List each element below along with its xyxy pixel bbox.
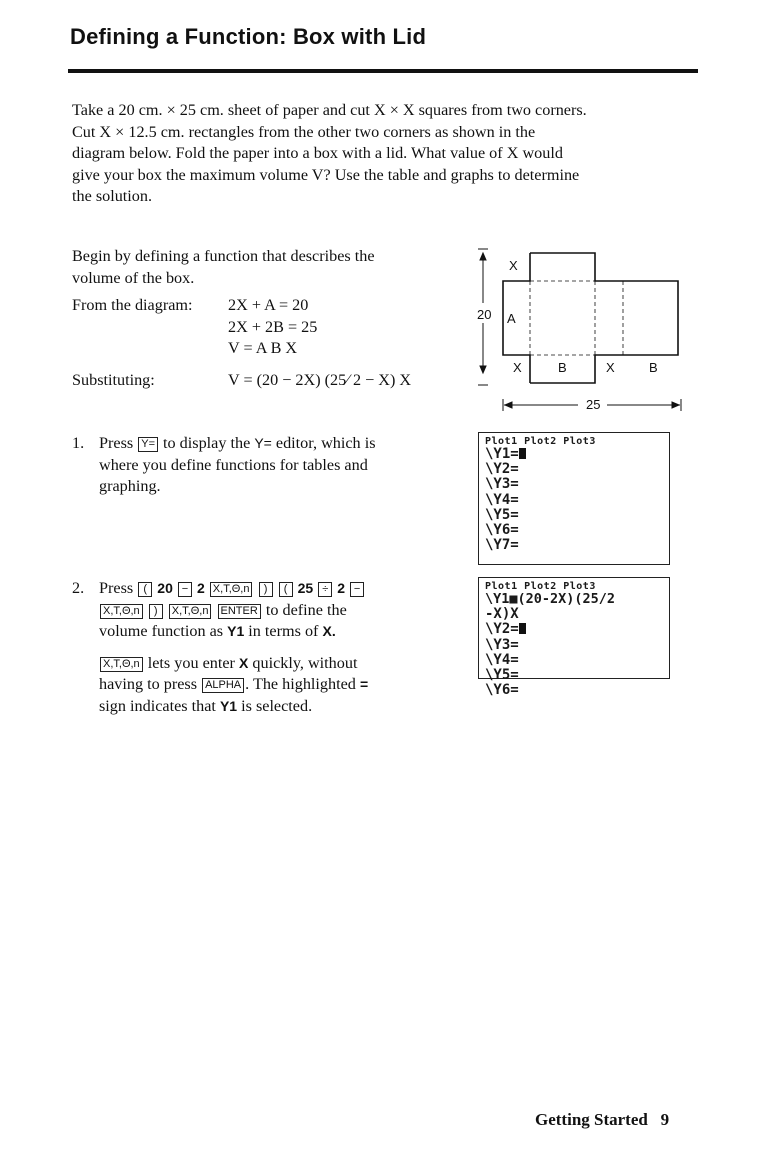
step1-press: Press [99,434,134,452]
y-row: \Y2= [485,622,669,637]
key-minus: − [350,582,364,597]
key-close-paren: ) [149,604,163,619]
y-row: \Y1= [485,447,669,462]
key-digits: 20 [157,580,173,596]
key-open-paren: ( [279,582,293,597]
step2-number: 2. [72,579,85,597]
y-row: \Y5= [485,667,519,684]
label-height: 20 [477,307,492,322]
step2-press: Press [99,579,134,597]
y-row: \Y4= [485,491,519,508]
y-row: \Y4= [485,651,519,668]
step2-text [99,578,469,718]
step2-note-line: having to press ALPHA . The highlighted = [99,675,369,694]
x-label: X [239,654,249,671]
from-diagram-label: From the diagram: [72,296,193,314]
page-title: Defining a Function: Box with Lid [70,24,427,49]
step1-line: graphing. [99,477,161,496]
step2-note-line: X,T,Θ,n lets you enter X quickly, without [99,653,469,675]
begin-paragraph [72,246,375,289]
label-bottom-x1: X [513,360,522,375]
intro-line: diagram below. Fold the paper into a box with a lid. What value of X would [72,144,563,163]
box-net-diagram [465,243,700,413]
y-row: \Y3= [485,476,519,493]
intro-line: Cut X × 12.5 cm. rectangles from the other two corners as shown in the [72,122,536,141]
key-close-paren: ) [259,582,273,597]
plot-header: Plot1 Plot2 Plot3 [485,581,596,592]
step1-text [99,433,376,498]
y-row: \Y3= [485,636,519,653]
y-equals-key: Y= [138,437,158,452]
begin-line: Begin by defining a function that describes the [72,247,375,265]
intro-line: the solution. [72,187,153,206]
y1-label: Y1 [227,623,245,640]
y-equals-label: Y= [254,435,272,451]
step2-define-text: to define the [265,600,347,619]
equals-label: = [359,676,369,693]
plot-header: Plot1 Plot2 Plot3 [485,436,596,447]
title-rule [68,69,698,73]
equation: 2X + A = 20 [228,296,309,314]
step1-line [99,433,376,455]
step2-line: volume function as Y1 in terms of X. [99,622,336,641]
y-row: \Y2= [485,461,519,478]
label-width: 25 [586,397,601,412]
key-xt-theta-n: X,T,Θ,n [100,657,143,672]
equation: 2X + 2B = 25 [228,317,318,336]
step2-keys-line [99,600,469,622]
key-divide: ÷ [318,582,332,597]
arrow-up-icon [480,253,486,260]
label-bottom-b2: B [649,360,658,375]
calculator-screen-1 [478,432,670,565]
key-minus: − [178,582,192,597]
key-alpha: ALPHA [202,678,244,693]
intro-line: Take a 20 cm. × 25 cm. sheet of paper and cut X × X squares from two corners. [72,101,587,119]
key-digits: 2 [196,580,205,596]
step1-text2: editor, which is [275,434,376,452]
step2-keys-line [99,578,469,600]
arrow-down-icon [480,366,486,373]
intro-paragraph [72,100,702,208]
key-digits: 2 [337,580,346,596]
label-bottom-b1: B [558,360,567,375]
calculator-screen-2 [478,577,670,699]
y-row: \Y7= [485,537,519,554]
step1-text1: to display the [163,434,251,452]
intro-line: give your box the maximum volume V? Use the table and graphs to determine [72,165,580,184]
y-row: \Y6= [485,522,519,539]
key-xt-theta-n: X,T,Θ,n [100,604,143,619]
substituted-equation: V = (20 − 2X) (25⁄ 2 − X) X [228,371,412,389]
step1-number: 1. [72,434,85,452]
label-x-top: X [509,258,518,273]
y-row: \Y6= [485,682,519,699]
equations [228,295,317,360]
y1-label: Y1 [219,697,238,714]
substituting-label: Substituting: [72,371,155,389]
arrow-left-icon [505,402,512,408]
step2-note-line: sign indicates that Y1 is selected. [99,696,313,715]
key-open-paren: ( [138,582,152,597]
label-a: A [507,311,516,326]
label-bottom-x2: X [606,360,615,375]
y1-row-continued: -X)X [485,606,519,623]
arrow-right-icon [672,402,679,408]
x-label: X. [322,623,336,640]
begin-line: volume of the box. [72,268,195,287]
step1-line: where you define functions for tables and [99,455,368,474]
key-enter: ENTER [218,604,261,619]
cursor-block [519,448,526,459]
key-digits: 25 [297,580,314,596]
page-footer: Getting Started 9 [535,1110,670,1129]
key-xt-theta-n: X,T,Θ,n [210,582,253,597]
key-xt-theta-n: X,T,Θ,n [169,604,212,619]
cursor-block [519,623,526,634]
y-row: \Y5= [485,506,519,523]
y1-row: \Y1■(20-2X)(25/2 [485,591,616,607]
equation: V = A B X [228,339,298,358]
